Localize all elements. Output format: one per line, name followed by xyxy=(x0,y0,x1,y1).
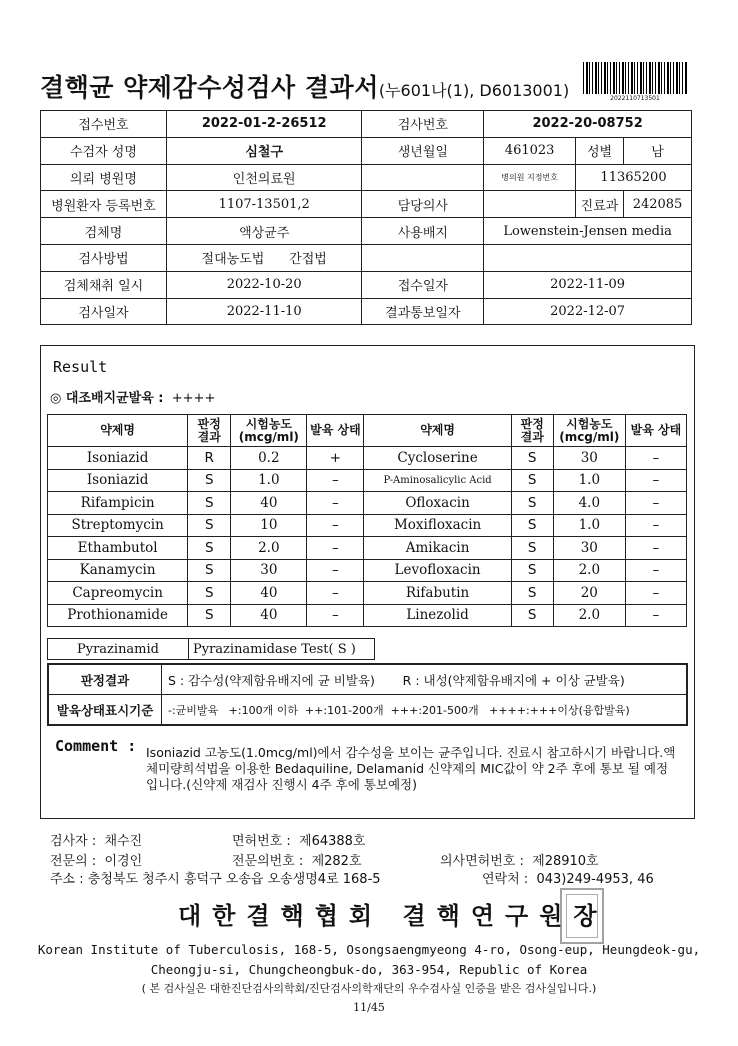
pyrazinamide-drug: Pyrazinamid xyxy=(48,639,189,660)
growth-legend-text: -:균비발육 +:100개 이하 ++:101-200개 +++:201-500개 ++++:+++이상(융합발육) xyxy=(162,695,688,726)
table-row xyxy=(48,469,687,492)
drug-name: Moxifloxacin xyxy=(364,514,511,537)
test-no-label: 검사번호 xyxy=(362,111,484,138)
sex-value: 남 xyxy=(624,137,692,164)
specialist-no-line: 전문의번호 : 제282호 xyxy=(232,854,362,869)
result-label: Result xyxy=(53,358,108,376)
hospital-code-label: 병의원 지정번호 xyxy=(484,164,576,191)
judge-result: S xyxy=(511,492,553,515)
doctor-label: 담당의사 xyxy=(362,191,484,218)
drug-name: Kanamycin xyxy=(48,559,188,582)
judge-result: S xyxy=(511,537,553,560)
test-concentration: 1.0 xyxy=(553,514,625,537)
judge-legend-text: S : 감수성(약제함유배지에 균 비발육) R : 내성(약제함유배지에 + 이상 균발육) xyxy=(162,664,688,695)
drug-name: Linezolid xyxy=(364,604,511,627)
specimen-label: 검체명 xyxy=(41,218,167,245)
comment-label: Comment : xyxy=(55,737,137,755)
doctor-license-line: 의사면허번호 : 제28910호 xyxy=(440,854,599,869)
drug-name: Rifampicin xyxy=(48,492,188,515)
test-concentration: 40 xyxy=(231,604,307,627)
birth-date: 461023 xyxy=(484,137,576,164)
judge-result: S xyxy=(188,492,231,515)
judge-result: S xyxy=(511,514,553,537)
comment-text: Isoniazid 고농도(1.0mcg/ml)에서 감수성을 보이는 균주입니다. 진료시 참고하시기 바랍니다.액체미량희석법을 이용한 Bedaquiline, Delamanid 신약제의 MIC값이 약 2주 후에 통보 될 예정입니다.(신약제 재검사 진행시 4주 후에 통보예정) xyxy=(146,745,676,792)
growth-status: – xyxy=(625,447,686,470)
receipt-no: 2022-01-2-26512 xyxy=(166,111,362,138)
doctor-name xyxy=(484,191,576,218)
barcode xyxy=(583,62,687,94)
reg-no: 1107-13501,2 xyxy=(166,191,362,218)
patient-info-table xyxy=(40,110,692,325)
judge-result: S xyxy=(511,582,553,605)
col-drug: 약제명 xyxy=(364,415,511,447)
test-date: 2022-11-10 xyxy=(166,298,362,325)
growth-status: – xyxy=(307,469,364,492)
table-row xyxy=(48,604,687,627)
col-judge: 판정 결과 xyxy=(511,415,553,447)
dept-label: 진료과 xyxy=(576,191,624,218)
judge-result: S xyxy=(188,469,231,492)
hospital-name: 인천의료원 xyxy=(166,164,362,191)
growth-status: – xyxy=(625,537,686,560)
test-concentration: 4.0 xyxy=(553,492,625,515)
patient-name-label: 수검자 성명 xyxy=(41,137,167,164)
judge-result: S xyxy=(188,582,231,605)
pyrazinamide-row xyxy=(47,638,375,660)
birth-label: 생년월일 xyxy=(362,137,484,164)
document-subtitle: (누601나(1), D6013001) xyxy=(378,81,570,100)
tester-line: 검사자 : 채수진 xyxy=(50,834,143,849)
test-concentration: 30 xyxy=(553,537,625,560)
col-drug: 약제명 xyxy=(48,415,188,447)
judge-result: S xyxy=(511,447,553,470)
drug-name: Cycloserine xyxy=(364,447,511,470)
collect-date-label: 검체채취 일시 xyxy=(41,271,167,298)
test-concentration: 30 xyxy=(231,559,307,582)
receive-date: 2022-11-09 xyxy=(484,271,692,298)
patient-name: 심철구 xyxy=(166,137,362,164)
growth-status: – xyxy=(625,514,686,537)
growth-status: – xyxy=(625,469,686,492)
barcode-number: 2022110713501 xyxy=(610,95,660,102)
receive-date-label: 접수일자 xyxy=(362,271,484,298)
dept-value: 242085 xyxy=(624,191,692,218)
table-row xyxy=(48,447,687,470)
sex-label: 성별 xyxy=(576,137,624,164)
test-concentration: 40 xyxy=(231,492,307,515)
drug-name: Ofloxacin xyxy=(364,492,511,515)
test-concentration: 40 xyxy=(231,582,307,605)
receipt-no-label: 접수번호 xyxy=(41,111,167,138)
growth-status: – xyxy=(307,537,364,560)
test-concentration: 1.0 xyxy=(231,469,307,492)
drug-name: Prothionamide xyxy=(48,604,188,627)
judge-result: S xyxy=(511,559,553,582)
judge-result: R xyxy=(188,447,231,470)
test-concentration: 30 xyxy=(553,447,625,470)
col-conc: 시험농도 (mcg/ml) xyxy=(553,415,625,447)
growth-status: – xyxy=(625,492,686,515)
table-row xyxy=(48,559,687,582)
test-date-label: 검사일자 xyxy=(41,298,167,325)
report-date-label: 결과통보일자 xyxy=(362,298,484,325)
test-concentration: 1.0 xyxy=(553,469,625,492)
english-address-1: Korean Institute of Tuberculosis, 168-5, Osongsaengmyeong 4-ro, Osong-eup, Heungdeok-gu, xyxy=(37,942,701,957)
collect-date: 2022-10-20 xyxy=(166,271,362,298)
test-concentration: 10 xyxy=(231,514,307,537)
drug-name: Capreomycin xyxy=(48,582,188,605)
drug-name: Rifabutin xyxy=(364,582,511,605)
contact-line: 연락처 : 043)249-4953, 46 xyxy=(482,872,654,887)
official-seal-icon xyxy=(560,888,604,944)
drug-name: Isoniazid xyxy=(48,469,188,492)
test-no: 2022-20-08752 xyxy=(484,111,692,138)
drug-name: Levofloxacin xyxy=(364,559,511,582)
reg-no-label: 병원환자 등록번호 xyxy=(41,191,167,218)
judge-result: S xyxy=(188,559,231,582)
growth-status: + xyxy=(307,447,364,470)
col-growth: 발육 상태 xyxy=(307,415,364,447)
media-value: Lowenstein-Jensen media xyxy=(484,218,692,245)
specimen-value: 액상균주 xyxy=(166,218,362,245)
page-number: 11/45 xyxy=(353,1001,385,1014)
judge-result: S xyxy=(511,469,553,492)
pyrazinamide-test: Pyrazinamidase Test( S ) xyxy=(189,639,375,660)
growth-status: – xyxy=(625,604,686,627)
col-conc: 시험농도 (mcg/ml) xyxy=(231,415,307,447)
table-row xyxy=(48,537,687,560)
growth-status: – xyxy=(307,604,364,627)
institution-name: 대한결핵협회 결핵연구원장 xyxy=(178,902,608,930)
test-concentration: 2.0 xyxy=(231,537,307,560)
growth-status: – xyxy=(307,582,364,605)
certification-note: ( 본 검사실은 대한진단검사의학회/진단검사의학재단의 우수검사실 인증을 받은 검사실입니다.) xyxy=(141,982,597,995)
method-label: 검사방법 xyxy=(41,244,167,271)
drug-name: Amikacin xyxy=(364,537,511,560)
legend-table xyxy=(47,663,688,726)
drug-name: Isoniazid xyxy=(48,447,188,470)
judge-legend-label: 판정결과 xyxy=(48,664,162,695)
method-value: 절대농도법 간접법 xyxy=(166,244,362,271)
test-concentration: 2.0 xyxy=(553,604,625,627)
english-address-2: Cheongju-si, Chungcheongbuk-do, 363-954, Republic of Korea xyxy=(150,962,588,977)
judge-result: S xyxy=(188,604,231,627)
specialist-line: 전문의 : 이경인 xyxy=(50,854,143,869)
media-label: 사용배지 xyxy=(362,218,484,245)
judge-result: S xyxy=(188,514,231,537)
test-concentration: 20 xyxy=(553,582,625,605)
test-concentration: 0.2 xyxy=(231,447,307,470)
table-row xyxy=(48,492,687,515)
growth-status: – xyxy=(307,514,364,537)
growth-legend-label: 발육상태표시기준 xyxy=(48,695,162,726)
table-row xyxy=(48,514,687,537)
test-concentration: 2.0 xyxy=(553,559,625,582)
document-title: 결핵균 약제감수성검사 결과서(누601나(1), D6013001) xyxy=(40,73,570,102)
judge-result: S xyxy=(188,537,231,560)
hospital-code: 11365200 xyxy=(576,164,692,191)
col-growth: 발육 상태 xyxy=(625,415,686,447)
report-date: 2022-12-07 xyxy=(484,298,692,325)
growth-status: – xyxy=(625,559,686,582)
drug-name: Streptomycin xyxy=(48,514,188,537)
license-line: 면허번호 : 제64388호 xyxy=(232,834,366,849)
hospital-label: 의뢰 병원명 xyxy=(41,164,167,191)
growth-status: – xyxy=(307,492,364,515)
drug-name: Ethambutol xyxy=(48,537,188,560)
judge-result: S xyxy=(511,604,553,627)
col-judge: 판정 결과 xyxy=(188,415,231,447)
address-line: 주소 : 충청북도 청주시 흥덕구 오송읍 오송생명4로 168-5 xyxy=(50,872,381,887)
growth-status: – xyxy=(625,582,686,605)
drug-name: P-Aminosalicylic Acid xyxy=(364,469,511,492)
control-growth: ◎ 대조배지균발육 : ++++ xyxy=(50,391,216,406)
growth-status: – xyxy=(307,559,364,582)
drug-result-table xyxy=(47,414,687,627)
table-row xyxy=(48,582,687,605)
